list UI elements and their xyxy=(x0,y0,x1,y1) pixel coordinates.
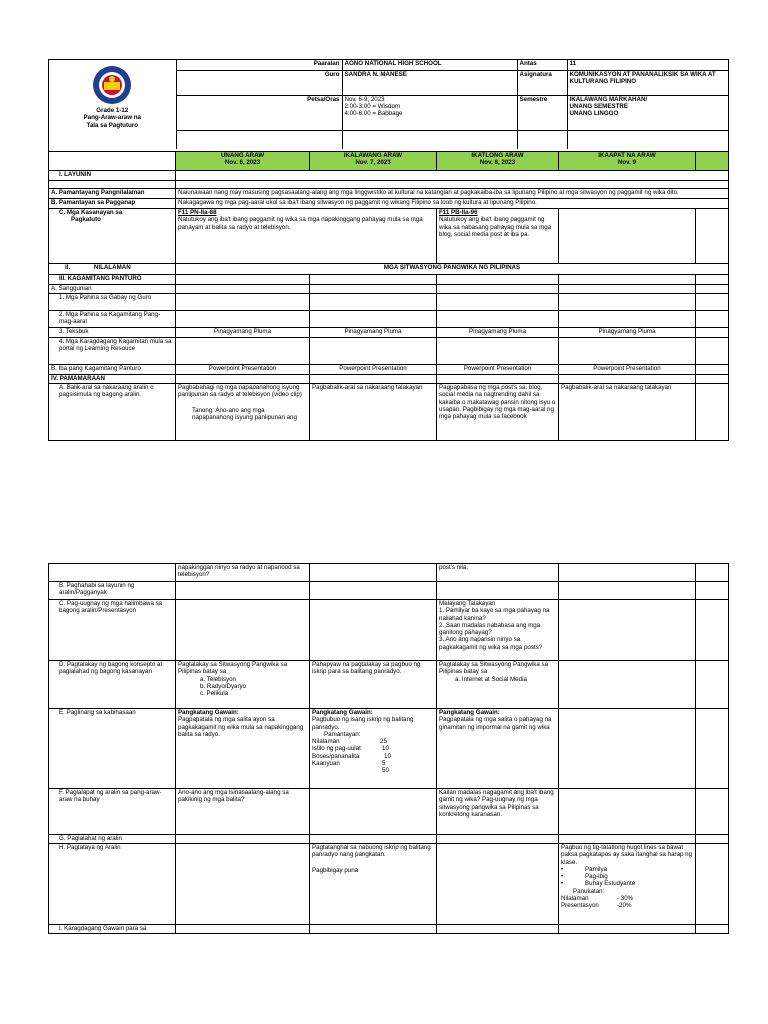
deped-seal-icon xyxy=(92,65,132,105)
semestre-line-3: UNANG LINGGO xyxy=(569,110,619,118)
balik-aral-day-4: Pagbabalik-aral sa nakaraang talakayan xyxy=(559,384,696,441)
paaralan-value: AGNO NATIONAL HIGH SCHOOL xyxy=(342,60,517,70)
talakayan-q3: 3. Ano ang napansin ninyo sa pagkakagamit ng wika sa mga posts? xyxy=(439,636,543,651)
paglinang-day-1-text: Pagpapatala ng mga salita ayon sa pagkakagamit ng wika mula sa napakinggang balita sa radyo. xyxy=(178,716,304,738)
day-3-date: Nov. 8, 2023 xyxy=(479,159,516,167)
list-item: • Buhay Estudyante xyxy=(561,880,636,888)
pagtataya-day-4-text: Pagbuo ng tig-tatatlong hugot lines sa bawat paksa pagkatapos ay saka itanghal sa harap ng klase. xyxy=(561,844,693,866)
list-item: a. Telebisyon xyxy=(200,675,237,683)
pamantayan-pagganap-label: B. Pamantayan sa Pagganap xyxy=(49,199,176,209)
nilalaman-heading xyxy=(49,264,176,275)
karagdagang-kagamitan-label: 4. Mga Karagdagang Kagamitan mula sa portal ng Learning Resouce xyxy=(49,338,176,365)
kasanayan-label-1: C. Mga Kasanayan sa xyxy=(59,209,123,216)
day-header-4 xyxy=(559,152,696,171)
rubric-total: 50 xyxy=(382,767,389,775)
paghahabi-label: B. Paghahabi sa layunin ng aralin/Pagganyak xyxy=(49,582,176,600)
talakayan-q1: 1. Pamilyar ba kayo sa mga pahayag na nailahad kanina? xyxy=(439,607,550,622)
rubric-row: Nilalaman 25 xyxy=(312,738,387,746)
karagdagang-gawain-label: I. Karagdagang Gawain para sa xyxy=(49,925,176,934)
pagtalakay-day-1 xyxy=(176,661,310,709)
iba-pang-kagamitan-day-4: Powerpoint Presentation xyxy=(559,365,696,375)
teksbuk-label: 3. Teksbuk xyxy=(49,328,176,338)
dll-table-page-1 xyxy=(48,59,729,441)
day-4-name: IKAAPAT NA ARAW xyxy=(598,152,656,159)
pagtataya-day-2 xyxy=(310,844,437,925)
log-title-1: Pang-Araw-araw na xyxy=(83,114,141,122)
list-item: • Pamilya xyxy=(561,865,608,873)
pagtataya-panukatan: Panukatan: xyxy=(573,887,605,895)
kasanayan-code-1: F11 PN-IIa-88 xyxy=(178,209,217,216)
kagamitang-panturo-heading: III. KAGAMITANG PANTURO xyxy=(49,275,176,285)
paaralan-label: Paaralan xyxy=(176,60,342,70)
pagtalakay-day-1-list xyxy=(178,676,307,698)
antas-value: 11 xyxy=(567,60,728,70)
teksbuk-day-4: Pinagyamang Pluma xyxy=(559,328,696,338)
pagtalakay-label: D. Pagtalakay ng bagong konsepto at paglalahad ng bagong kasanayan xyxy=(49,661,176,709)
paglinang-day-2-title: Pangkatang Gawain: xyxy=(312,709,373,716)
iba-pang-kagamitan-label: B. Iba pang Kagamitang Panturo xyxy=(49,365,176,375)
kasanayan-code-3: F11 PB-IIa-96 xyxy=(439,209,478,216)
dll-table-page-2 xyxy=(48,563,729,934)
paglalapat-label: F. Paglalapat ng aralin sa pang-araw-araw na buhay xyxy=(49,789,176,835)
balik-aral-label: A. Balik-aral sa nakaraang aralin o pagsisimula ng bagong aralin. xyxy=(49,384,176,441)
kasanayan-day-1 xyxy=(176,209,437,264)
talakayan-q2: 2. Saan madalas nababasa ang mga ganitong pahayag? xyxy=(439,621,541,637)
day-header-extra xyxy=(696,152,729,171)
pamantayang-pangnilalaman-text: Naiunawaan nang may masusing pagsasaalang-alang ang mga linggwistiko at kultural na katangian at pagkakaiba-iba sa lipunang Pilipino at mga sitwasyon ng paggamit ng wika dito. xyxy=(176,189,729,199)
day-1-date: Nov. 6, 2023 xyxy=(224,159,261,167)
day-2-name: IKALAWANG ARAW xyxy=(343,152,403,159)
petsa-label: Petsa/Oras xyxy=(176,95,342,130)
rubric-row: Nilalaman - 30% xyxy=(561,895,634,903)
day-1-name: UNANG ARAW xyxy=(220,152,265,159)
pagtalakay-day-3 xyxy=(437,661,559,709)
guro-value: SANDRA N. MANESE xyxy=(342,70,517,95)
header-info-cell xyxy=(176,60,729,152)
nilalaman-label: NILALAMAN xyxy=(93,264,131,271)
paglinang-day-3-text: Pagpapatala ng mga salita o pahayag na ginamitan ng impormal na gamit ng wika xyxy=(439,716,552,731)
iba-pang-kagamitan-day-3: Powerpoint Presentation xyxy=(437,365,559,375)
list-item: c. Pelikula xyxy=(200,690,229,698)
day-header-2 xyxy=(310,152,437,171)
pagtalakay-day-3-text: Pagtalakay sa Sitwasyong Pangwika sa Pilipinas batay sa xyxy=(439,661,549,676)
paglinang-day-3 xyxy=(437,709,559,789)
grade-label: Grade 1-12 xyxy=(96,107,129,114)
paglalapat-day-3: Kailan madalas nagagamit ang iba't ibang gamit ng wika? Pag-uugnay ng mga sitwasyong pangwika sa Pilipinas sa konkretong karanasan. xyxy=(437,789,559,835)
asignatura-label: Asignatura xyxy=(517,70,567,95)
pag-uugnay-day-3 xyxy=(437,600,559,661)
iba-pang-kagamitan-day-1: Powerpoint Presentation xyxy=(176,365,310,375)
cont-day-1: napakinggan ninyo sa radyo at napanood sa telebisyon? xyxy=(176,564,310,582)
antas-label: Antas xyxy=(517,60,567,70)
rubric-row: Istilo ng pag-uulat 10 xyxy=(312,745,389,753)
rubric-row: Boses/pananalita 10 xyxy=(312,752,391,760)
list-item: • Pag-ibig xyxy=(561,873,608,881)
paglinang-day-3-title: Pangkatang Gawain: xyxy=(439,709,500,716)
day-3-name: IKATLONG ARAW xyxy=(471,152,524,159)
petsa-line-1: Nov. 6-9, 2023 xyxy=(344,95,385,103)
semestre-label: Semestre xyxy=(517,95,567,130)
pamamaraan-heading: IV. PAMAMARAAN xyxy=(49,375,176,384)
iba-pang-kagamitan-day-2: Powerpoint Presentation xyxy=(310,365,437,375)
teksbuk-day-2: Pinagyamang Pluma xyxy=(310,328,437,338)
pagtataya-label: H. Pagtataya ng Aralin xyxy=(49,844,176,925)
header-seal-cell xyxy=(49,60,176,152)
rubric-row: Kaanyuan 5 xyxy=(312,760,386,768)
kagamitang-pang-mag-aaral-label: 2. Mga Pahina sa Kagamitang Pang-mag-aaral xyxy=(49,311,176,328)
kasanayan-label-2: Pagkatuto xyxy=(71,216,101,224)
list-item: b. Radyo/Dyaryo xyxy=(200,682,247,690)
semestre-line-2: UNANG SEMESTRE xyxy=(569,102,628,110)
paglinang-day-2 xyxy=(310,709,437,789)
paglinang-label: E. Paglinang sa kabihasaan xyxy=(49,709,176,789)
day-header-3 xyxy=(437,152,559,171)
pag-uugnay-label: C. Pag-uugnay ng mga halimbawa sa bagong aralin/Presentasyon xyxy=(49,600,176,661)
guro-label: Guro xyxy=(176,70,342,95)
teksbuk-day-1: Pinagyamang Pluma xyxy=(176,328,310,338)
petsa-line-3: 4:00-6:00 = Babbage xyxy=(344,110,403,118)
panukatan-label: Pamantayan: xyxy=(324,730,361,738)
cont-day-3: post's nila. xyxy=(437,564,559,582)
header-info-table xyxy=(176,60,729,149)
semestre-line-1: IKALAWANG MARKAHAN/ xyxy=(569,95,648,103)
petsa-value xyxy=(342,95,517,130)
balik-aral-day-3: Pagpapabasa ng mga post's sa. blog, social media na nagtrending dahil sa kakaiba o makatawag pansin nitong isyu o usapan. Pagbibigay ng mga mag-aaral ng mga pahayag mula sa facebook xyxy=(437,384,559,441)
pagtataya-day-2-text: Pagtatanghal sa nabuong iskrip ng balitang panradyo nang pangkatan. xyxy=(312,844,431,859)
paglalapat-day-1: Ano-ano ang mga isinasaalang-alang sa pakikinig ng mga balita? xyxy=(176,789,310,835)
rubric-row: Presentasyon -20% xyxy=(561,902,632,910)
pagtalakay-day-3-item: a. Internet at Social Media xyxy=(455,675,527,683)
kasanayan-day-3 xyxy=(437,209,559,264)
nilalaman-num: II. xyxy=(65,264,71,271)
pagtataya-day-2-puna: Pagbibigay puna xyxy=(312,866,359,874)
kasanayan-text-3: Natutukoy ang iba't ibang paggamit ng wika sa nabasang pahayag mula sa mga blog, social media post at iba pa. xyxy=(439,216,552,238)
teksbuk-day-3: Pinagyamang Pluma xyxy=(437,328,559,338)
sanggunian-label: A. Sanggunian xyxy=(49,285,176,294)
petsa-line-2: 2:00-3:00 = Wisdom xyxy=(344,102,401,110)
gabay-ng-guro-label: 1. Mga Pahina sa Gabay ng Guro xyxy=(49,294,176,311)
semestre-value xyxy=(567,95,728,130)
pamantayang-pangnilalaman-label: A. Pamantayang Pangnilalaman xyxy=(49,189,176,199)
balik-aral-day-1-question: Tanong: Ano-ano ang mga napapanahong isyung panlipunan ang xyxy=(192,406,297,421)
balik-aral-day-1-text: Pagbabahagi ng mga napapanahong isyung panlipunan sa radyo at telebisyon (video clip) xyxy=(178,384,302,399)
balik-aral-day-2: Pagbabalik-aral sa nakaraang talakayan xyxy=(310,384,437,441)
pagtalakay-day-2: Pahapyaw na pagtalakay sa pagbuo ng iskrip para sa balitang panradyo. xyxy=(310,661,437,709)
asignatura-value xyxy=(567,70,728,95)
day-2-date: Nov. 7, 2023 xyxy=(355,159,391,167)
paglinang-day-1 xyxy=(176,709,310,789)
day-4-date: Nov. 9 xyxy=(617,159,637,167)
nilalaman-text: MGA SITWASYONG PANGWIKA NG PILIPINAS xyxy=(176,264,729,275)
paglinang-day-1-title: Pangkatang Gawain: xyxy=(178,709,239,716)
asignatura-line-2: KULTURANG FILIPINO xyxy=(569,77,637,85)
pagtalakay-day-1-text: Pagtalakay sa Sitwasyong Pangwika sa Pilipinas batay sa xyxy=(178,661,288,676)
day-header-1 xyxy=(176,152,310,171)
kasanayan-label xyxy=(49,209,176,264)
pagtataya-day-4 xyxy=(559,844,696,925)
asignatura-line-1: KOMUNIKASYON AT PANANALIKSIK SA WIKA AT xyxy=(569,70,716,78)
talakayan-title: Malayang Talakayan xyxy=(439,600,496,607)
paglalahat-label: G. Paglalahat ng aralin xyxy=(49,835,176,844)
paglinang-day-2-text: Pagbubuo ng isang iskrip ng balitang panradyo. xyxy=(312,716,414,731)
pamantayan-pagganap-text: Nakagagawa ng mga pag-aaral ukol sa iba't ibang sitwasyon ng paggamit ng wikang Filipino sa loob ng kultura at lipunang Pilipino. xyxy=(176,199,729,209)
kasanayan-text-1: Natutukoy ang iba't ibang paggamit ng wika sa mga napakinggang pahayag mula sa mga panayam at balita sa radyo at telebisyon. xyxy=(178,216,423,231)
log-title-2: Tala sa Pagtuturo xyxy=(86,121,138,129)
balik-aral-day-1 xyxy=(176,384,310,441)
layunin-heading: I. LAYUNIN xyxy=(49,171,176,181)
